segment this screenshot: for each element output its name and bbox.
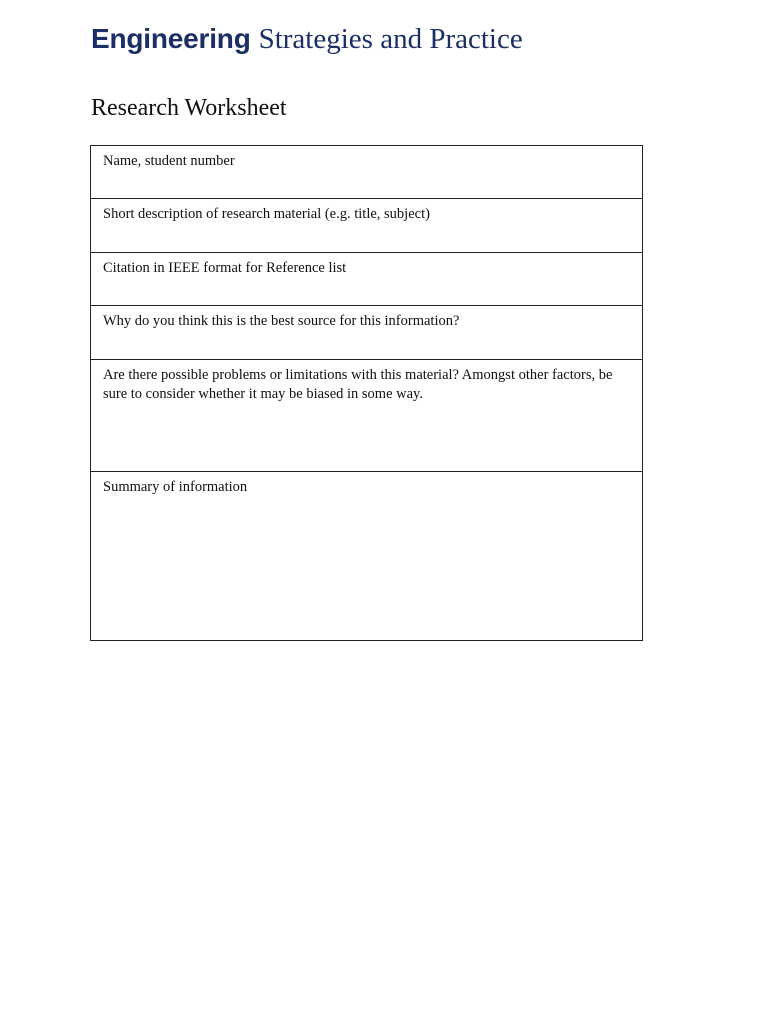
worksheet-row-citation: [91, 253, 643, 306]
worksheet-row-limitations: [91, 360, 643, 472]
worksheet-row-best-source: [91, 306, 643, 360]
course-title-bold: Engineering: [91, 23, 251, 54]
worksheet-table: [90, 145, 643, 641]
course-title: [91, 18, 523, 58]
worksheet-cell-citation[interactable]: Citation in IEEE format for Reference list: [91, 253, 643, 306]
worksheet-cell-description[interactable]: Short description of research material (e.g. title, subject): [91, 199, 643, 253]
worksheet-cell-summary[interactable]: Summary of information: [91, 472, 643, 641]
worksheet-row-name: [91, 146, 643, 199]
worksheet-title: Research Worksheet: [91, 95, 287, 121]
worksheet-row-description: [91, 199, 643, 253]
course-title-rest: Strategies and Practice: [258, 23, 523, 55]
worksheet-cell-limitations[interactable]: Are there possible problems or limitations with this material? Amongst other factors, be sure to consider whether it may be biased in some way.: [91, 360, 643, 472]
worksheet-row-summary: [91, 472, 643, 641]
worksheet-cell-best-source[interactable]: Why do you think this is the best source for this information?: [91, 306, 643, 360]
worksheet-cell-name[interactable]: Name, student number: [91, 146, 643, 199]
